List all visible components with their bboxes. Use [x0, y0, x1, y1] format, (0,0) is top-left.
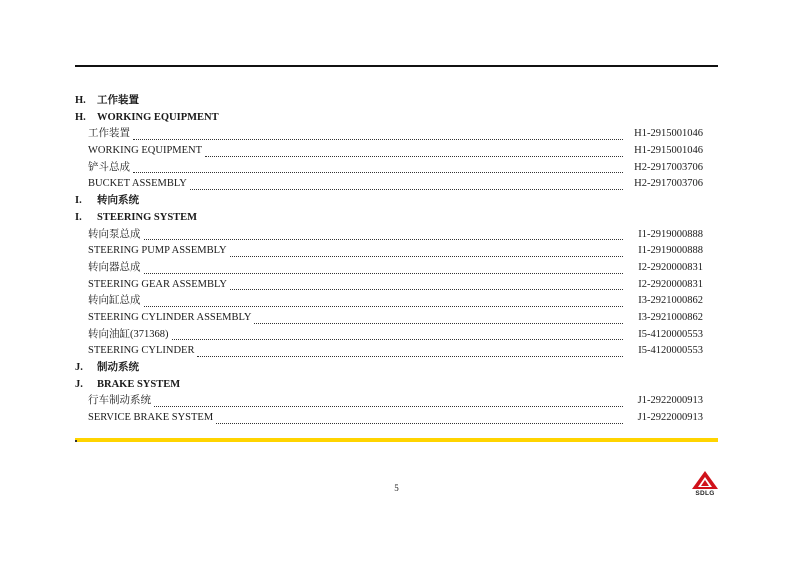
dot-leader — [144, 306, 624, 307]
entry-title: STEERING CYLINDER — [88, 345, 195, 357]
entry-title: STEERING CYLINDER ASSEMBLY — [88, 311, 252, 323]
dot-leader — [230, 256, 623, 257]
section-title: STEERING SYSTEM — [97, 211, 198, 223]
entry-title: 转向缸总成 — [88, 295, 141, 307]
entry-page-code: I5-4120000553 — [638, 345, 703, 357]
section-title: 转向系统 — [97, 195, 139, 207]
toc-entry — [75, 327, 703, 344]
section-heading — [75, 360, 703, 377]
dot-leader — [205, 156, 623, 157]
dot-leader — [254, 323, 623, 324]
section-code: I. — [75, 211, 82, 223]
toc-entry — [75, 243, 703, 260]
entry-page-code: I5-4120000553 — [638, 328, 703, 340]
entry-page-code: H2-2917003706 — [634, 178, 703, 190]
entry-page-code: H2-2917003706 — [634, 161, 703, 173]
entry-title: 铲斗总成 — [88, 161, 130, 173]
dot-leader — [230, 289, 623, 290]
section-title: WORKING EQUIPMENT — [97, 111, 219, 123]
dot-leader — [133, 139, 623, 140]
section-title: BRAKE SYSTEM — [97, 378, 181, 390]
dot-leader — [154, 406, 623, 407]
toc-entry — [75, 160, 703, 177]
entry-page-code: H1-2915001046 — [634, 128, 703, 140]
section-heading — [75, 377, 703, 394]
entry-page-code: I3-2921000862 — [638, 295, 703, 307]
table-of-contents — [75, 93, 703, 427]
bottom-accent-rule — [75, 438, 718, 442]
entry-title: 转向油缸(371368) — [88, 328, 169, 340]
section-heading — [75, 110, 703, 127]
entry-title: 行车制动系统 — [88, 395, 151, 407]
toc-entry — [75, 260, 703, 277]
entry-page-code: J1-2922000913 — [637, 395, 703, 407]
rule-mark — [75, 440, 77, 442]
entry-page-code: H1-2915001046 — [634, 145, 703, 157]
entry-title: STEERING GEAR ASSEMBLY — [88, 278, 227, 290]
toc-entry — [75, 176, 703, 193]
section-heading — [75, 210, 703, 227]
entry-title: 工作装置 — [88, 128, 130, 140]
top-rule — [75, 65, 718, 67]
toc-entry — [75, 410, 703, 427]
entry-title: STEERING PUMP ASSEMBLY — [88, 245, 227, 257]
entry-page-code: I1-2919000888 — [638, 228, 703, 240]
toc-entry — [75, 227, 703, 244]
dot-leader — [133, 172, 623, 173]
dot-leader — [144, 239, 624, 240]
section-heading — [75, 193, 703, 210]
toc-entry — [75, 343, 703, 360]
dot-leader — [190, 189, 623, 190]
toc-entry — [75, 293, 703, 310]
dot-leader — [197, 356, 623, 357]
dot-leader — [172, 339, 624, 340]
page-number: 5 — [394, 483, 399, 493]
toc-entry — [75, 126, 703, 143]
section-heading — [75, 93, 703, 110]
entry-page-code: J1-2922000913 — [637, 412, 703, 424]
section-code: H. — [75, 95, 86, 106]
entry-title: WORKING EQUIPMENT — [88, 145, 203, 157]
toc-entry — [75, 393, 703, 410]
toc-entry — [75, 310, 703, 327]
entry-title: SERVICE BRAKE SYSTEM — [88, 412, 214, 424]
entry-title: BUCKET ASSEMBLY — [88, 178, 187, 190]
sdlg-logo — [690, 470, 720, 496]
entry-page-code: I2-2920000831 — [638, 278, 703, 290]
section-code: H. — [75, 111, 86, 123]
section-title: 工作装置 — [97, 95, 139, 106]
logo-triangle-icon — [690, 470, 720, 490]
entry-page-code: I1-2919000888 — [638, 245, 703, 257]
section-code: J. — [75, 362, 83, 373]
dot-leader — [216, 423, 623, 424]
dot-leader — [144, 273, 624, 274]
section-code: J. — [75, 378, 83, 390]
section-title: 制动系统 — [97, 362, 139, 373]
toc-entry — [75, 277, 703, 294]
entry-page-code: I3-2921000862 — [638, 311, 703, 323]
toc-entry — [75, 143, 703, 160]
entry-page-code: I2-2920000831 — [638, 261, 703, 273]
logo-text: SDLG — [695, 490, 715, 497]
entry-title: 转向器总成 — [88, 261, 141, 273]
section-code: I. — [75, 195, 82, 207]
entry-title: 转向泵总成 — [88, 228, 141, 240]
